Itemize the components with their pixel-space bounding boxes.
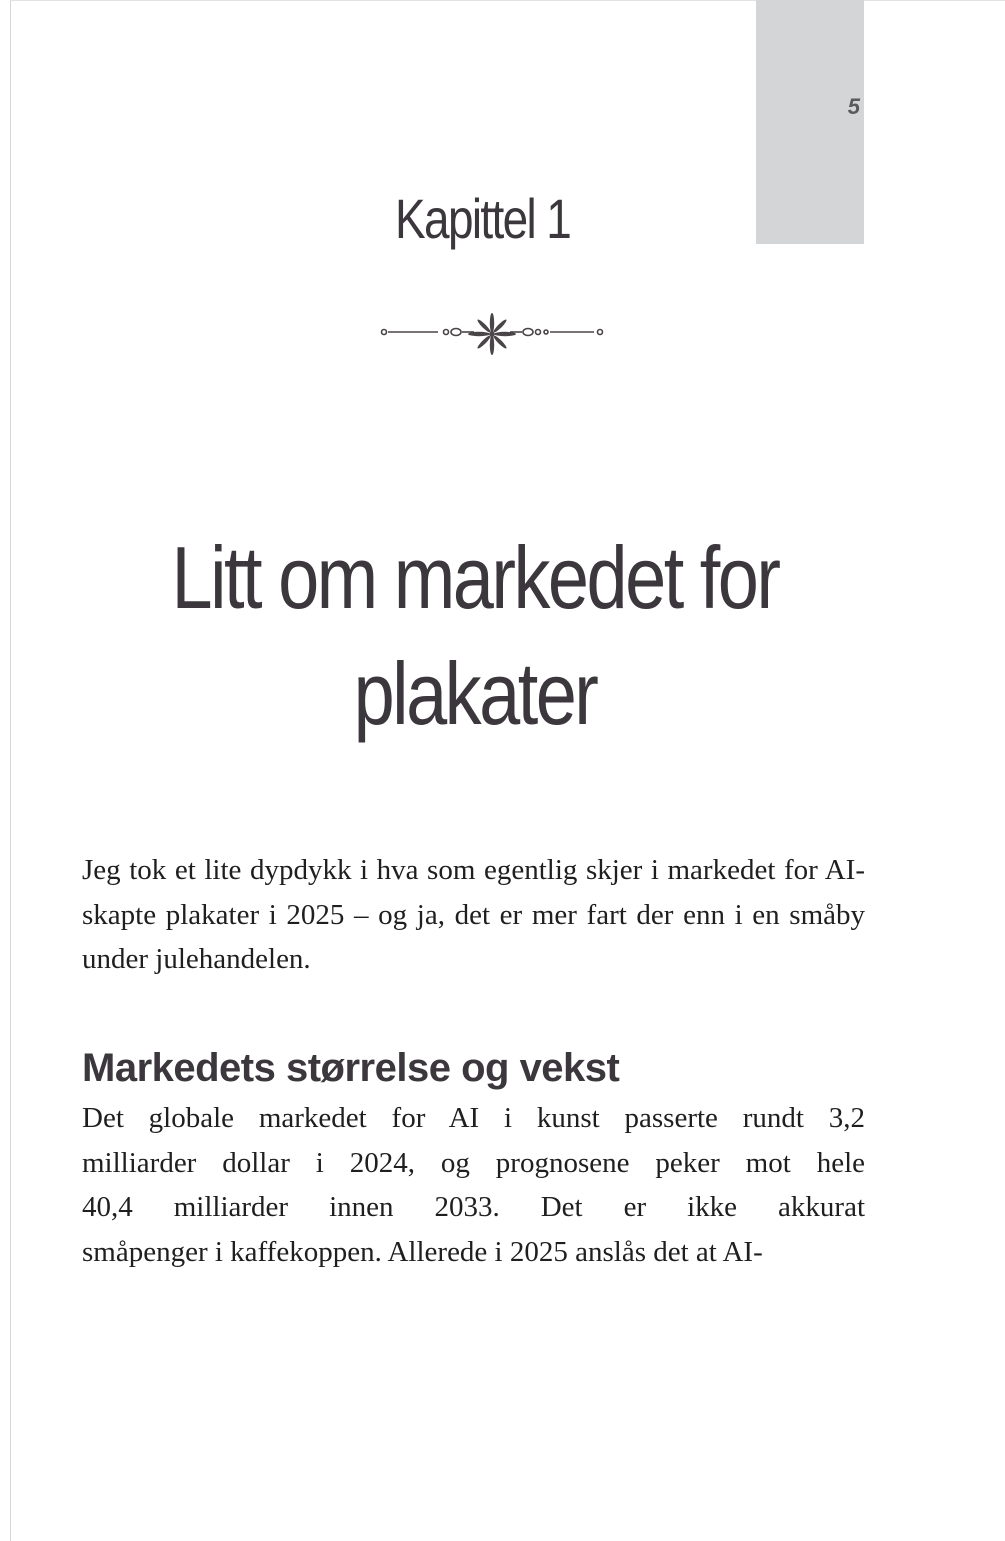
section-heading: Markedets størrelse og vekst <box>82 1046 620 1090</box>
paragraph-line: 40,4 milliarder innen 2033. Det er ikke akkurat <box>82 1191 865 1223</box>
flourish-divider-icon <box>378 310 606 360</box>
paragraph-line: småpenger i kaffekoppen. Allerede i 2025 anslås det at AI- <box>82 1235 763 1268</box>
page-number: 5 <box>847 94 860 119</box>
chapter-title-line-2: plakater <box>353 644 597 743</box>
paragraph-line: milliarder dollar i 2024, og prognosene peker mot hele <box>82 1146 865 1179</box>
section-paragraph <box>82 1096 865 1274</box>
chapter-label: Kapittel 1 <box>395 187 571 250</box>
page-left-edge <box>10 0 11 1541</box>
chapter-title <box>60 520 890 752</box>
chapter-title-line-1: Litt om markedet for <box>171 528 779 627</box>
paragraph-line: Det globale markedet for AI i kunst passerte rundt 3,2 <box>82 1102 865 1134</box>
intro-paragraph: Jeg tok et lite dypdykk i hva som egentlig skjer i markedet for AI-skapte plakater i 2025 – og ja, det er mer fart der enn i en småby under julehandelen. <box>82 854 865 975</box>
